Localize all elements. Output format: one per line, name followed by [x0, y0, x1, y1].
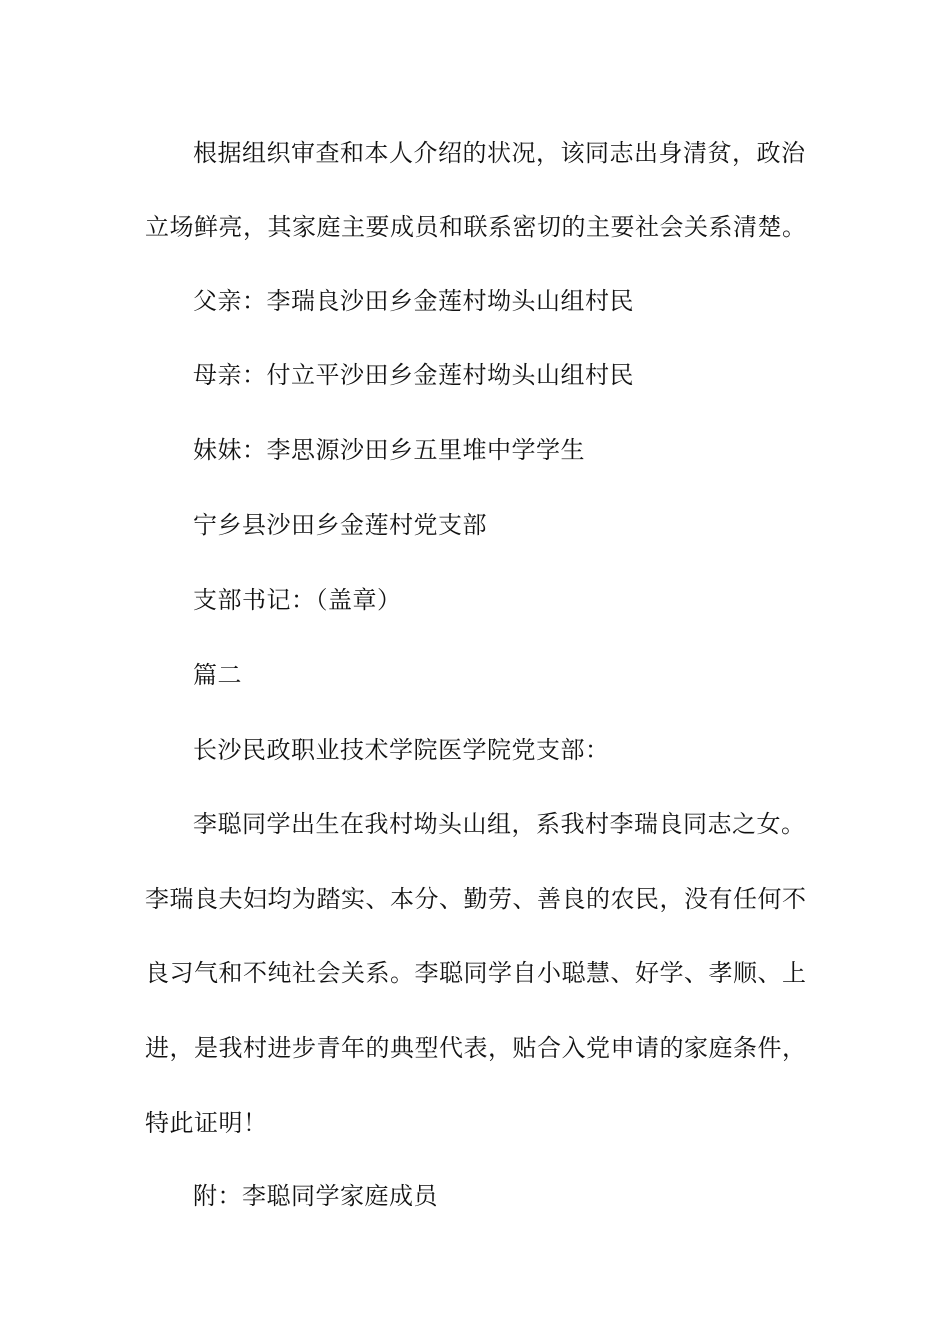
branch-name-line: 宁乡县沙田乡金莲村党支部: [193, 511, 487, 539]
secretary-seal-line: 支部书记：（盖章）: [193, 586, 402, 614]
paragraph-line: 良习气和不纯社会关系。李聪同学自小聪慧、好学、孝顺、上: [145, 959, 807, 987]
addressee-line: 长沙民政职业技术学院医学院党支部：: [193, 736, 610, 764]
sister-line: 妹妹：李思源沙田乡五里堆中学学生: [193, 436, 585, 464]
attachment-line: 附：李聪同学家庭成员: [193, 1182, 438, 1210]
mother-line: 母亲：付立平沙田乡金莲村坳头山组村民: [193, 361, 634, 389]
paragraph-line: 李聪同学出生在我村坳头山组，系我村李瑞良同志之女。: [193, 810, 806, 838]
section-heading: 篇二: [193, 661, 242, 689]
paragraph-line: 特此证明！: [145, 1109, 268, 1137]
paragraph-line: 立场鲜亮，其家庭主要成员和联系密切的主要社会关系清楚。: [145, 213, 807, 241]
paragraph-line: 进，是我村进步青年的典型代表，贴合入党申请的家庭条件，: [145, 1034, 807, 1062]
paragraph-line: 李瑞良夫妇均为踏实、本分、勤劳、善良的农民，没有任何不: [145, 885, 807, 913]
paragraph-line: 根据组织审查和本人介绍的状况，该同志出身清贫，政治: [193, 139, 806, 167]
father-line: 父亲：李瑞良沙田乡金莲村坳头山组村民: [193, 287, 634, 315]
